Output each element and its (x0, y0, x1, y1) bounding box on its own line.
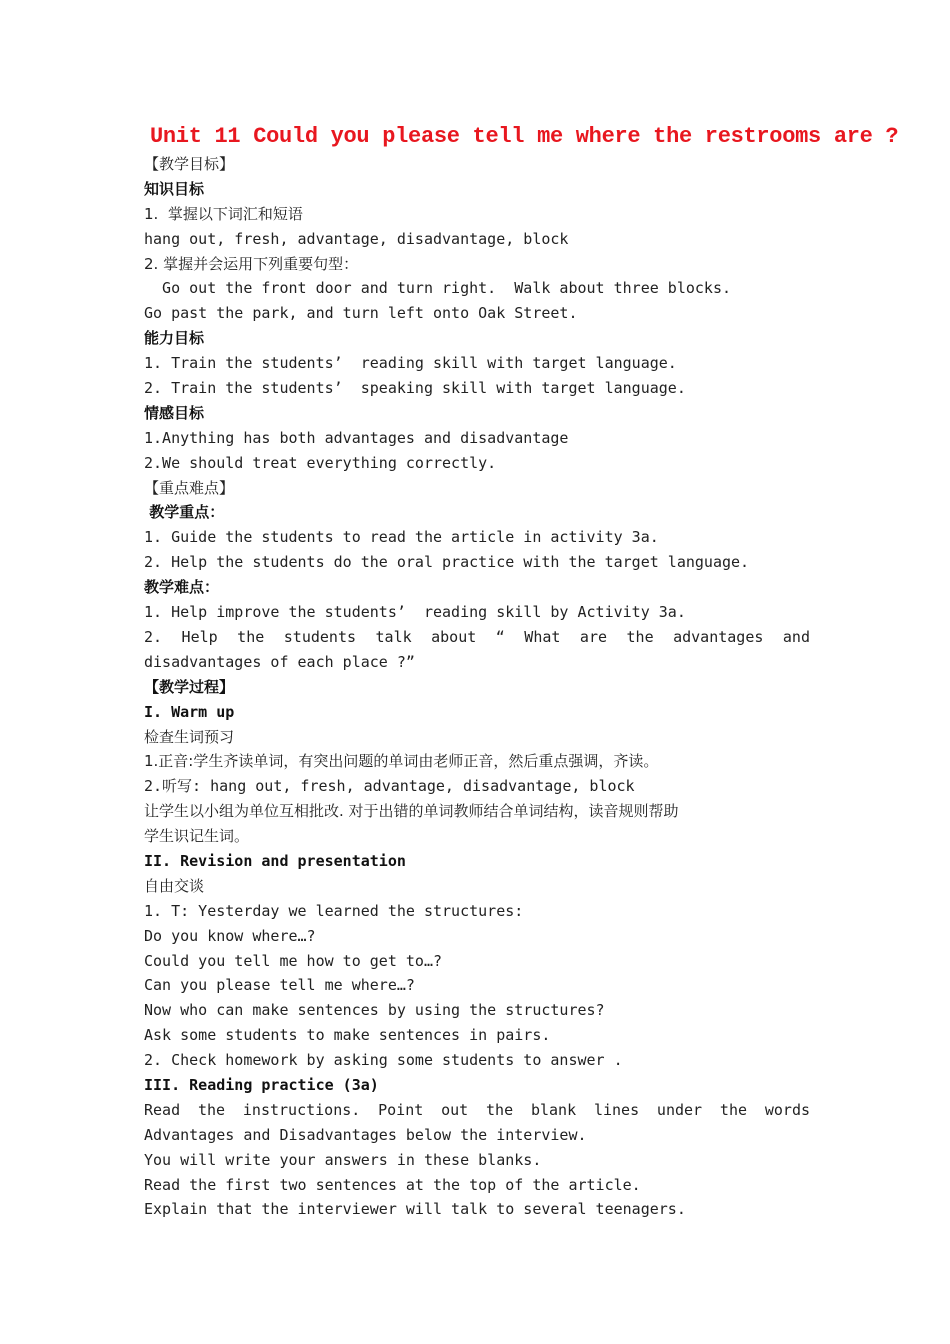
text-line: Now who can make sentences by using the structures? (144, 1001, 605, 1020)
text-line: 1.Anything has both advantages and disadvantage (144, 428, 569, 447)
section-heading: 情感目标 (144, 403, 205, 422)
text-line: Could you tell me how to get to…? (144, 951, 443, 970)
text-line: 学生识记生词。 (144, 827, 250, 846)
text-line: Read the first two sentences at the top of the article. (144, 1175, 641, 1194)
text-line: Ask some students to make sentences in pairs. (144, 1026, 551, 1045)
text-line: 2. Check homework by asking some students to answer . (144, 1051, 623, 1070)
document-body (144, 152, 810, 1222)
section-heading: 能力目标 (144, 329, 205, 348)
text-line: 2.We should treat everything correctly. (144, 453, 497, 472)
text-line: Go past the park, and turn left onto Oak Street. (144, 304, 578, 323)
text-line: Read the instructions. Point out the blank lines under the words Advantages and Disadvantages below the interview. (144, 1100, 810, 1144)
section-heading: I. Warm up (144, 702, 235, 721)
text-line: 1. Guide the students to read the article in activity 3a. (144, 528, 659, 547)
text-line: Explain that the interviewer will talk to several teenagers. (144, 1200, 686, 1219)
text-line: 1. 掌握以下词汇和短语 (144, 204, 303, 223)
section-heading: 知识目标 (144, 179, 205, 198)
text-line: 【教学目标】 (144, 155, 235, 173)
text-line: 2. Train the students’ speaking skill with target language. (144, 379, 686, 398)
text-line: 1.正音:学生齐读单词，有突出问题的单词由老师正音，然后重点强调，齐读。 (144, 752, 659, 771)
section-heading: 教学重点： (144, 503, 225, 522)
text-line: 检查生词预习 (144, 727, 235, 746)
section-heading: 【教学过程】 (144, 677, 235, 696)
text-line: 1. Help improve the students’ reading skill by Activity 3a. (144, 603, 686, 622)
section-heading: II. Revision and presentation (144, 851, 406, 870)
text-line: 让学生以小组为单位互相批改. 对于出错的单词教师结合单词结构，读音规则帮助 (144, 802, 679, 821)
section-heading: 教学难点： (144, 578, 220, 597)
text-line: 自由交谈 (144, 876, 205, 895)
text-line: 1. T: Yesterday we learned the structures: (144, 901, 524, 920)
document-page (144, 122, 899, 1222)
text-line: 2. Help the students talk about “ What are the advantages and disadvantages of each place ?” (144, 627, 810, 671)
text-line: Go out the front door and turn right. Walk about three blocks. (144, 279, 731, 298)
text-line: 2. 掌握并会运用下列重要句型： (144, 254, 359, 273)
text-line: 2.听写: hang out, fresh, advantage, disadvantage, block (144, 777, 635, 796)
text-line: 1. Train the students’ reading skill with target language. (144, 354, 677, 373)
text-line: Can you please tell me where…? (144, 976, 415, 995)
text-line: Do you know where…? (144, 926, 316, 945)
document-title: Unit 11 Could you please tell me where the restrooms are ? (150, 124, 899, 149)
text-line: 【重点难点】 (144, 478, 235, 497)
text-line: hang out, fresh, advantage, disadvantage, block (144, 229, 569, 248)
section-heading: III. Reading practice (3a) (144, 1075, 379, 1094)
text-line: 2. Help the students do the oral practice with the target language. (144, 553, 750, 572)
text-line: You will write your answers in these blanks. (144, 1150, 542, 1169)
